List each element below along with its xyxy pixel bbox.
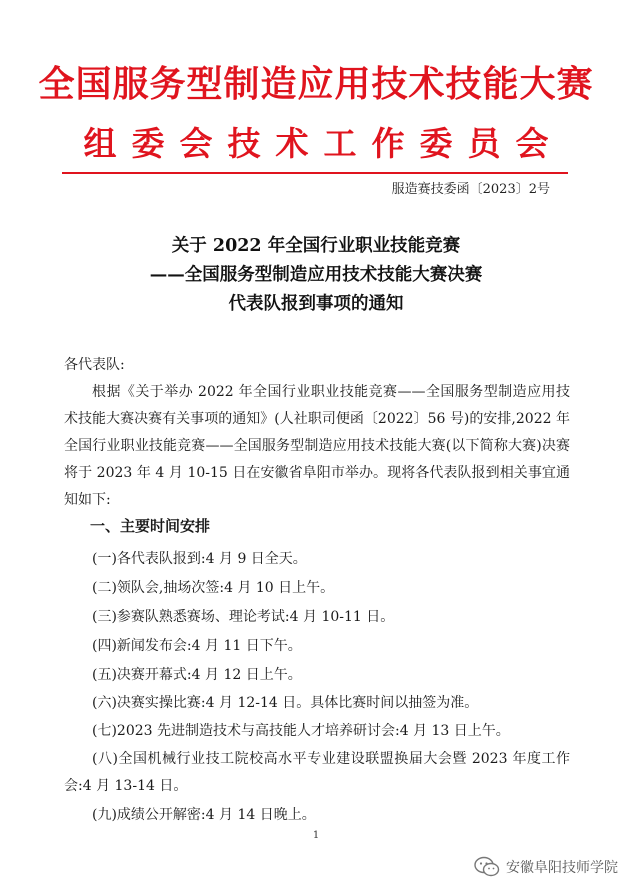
schedule-item: (六)决赛实操比赛:4 月 12-14 日。具体比赛时间以抽签为准。 bbox=[92, 695, 479, 711]
schedule-item: (五)决赛开幕式:4 月 12 日上午。 bbox=[92, 667, 302, 683]
schedule-item: (一)各代表队报到:4 月 9 日全天。 bbox=[92, 551, 307, 567]
page-number: 1 bbox=[312, 830, 320, 841]
document-number: 服造赛技委函〔2023〕2号 bbox=[391, 182, 550, 197]
red-header-rule bbox=[62, 172, 568, 174]
schedule-item: (七)2023 先进制造技术与高技能人才培养研讨会:4 月 13 日上午。 bbox=[92, 723, 510, 739]
watermark-text: 安徽阜阳技师学院 bbox=[506, 860, 618, 876]
issuer-name-line2: 组委会技术工作委员会 bbox=[83, 124, 564, 163]
intro-paragraph: 根据《关于举办 2022 年全国行业职业技能竞赛——全国服务型制造应用技术技能大赛决赛有关事项的通知》(人社职司便函〔2022〕56 号)的安排,2022 年全国行业职业技能竞赛——全国服务型制造应用技术技能大赛(以下简称大赛)决赛将于 2023 年 4 月 10-15 日在安徽省阜阳市举办。现将各代表队报到相关事宜通知如下: bbox=[64, 384, 570, 508]
schedule-item: (三)参赛队熟悉赛场、理论考试:4 月 10-11 日。 bbox=[92, 609, 395, 625]
schedule-item: (九)成绩公开解密:4 月 14 日晚上。 bbox=[92, 807, 316, 823]
section-heading-schedule: 一、主要时间安排 bbox=[90, 517, 211, 535]
wechat-icon bbox=[474, 856, 500, 878]
notice-title-line2: ——全国服务型制造应用技术技能大赛决赛 bbox=[149, 265, 483, 285]
schedule-item: (八)全国机械行业技工院校高水平专业建设联盟换届大会暨 2023 年度工作会:4 月 13-14 日。 bbox=[64, 751, 570, 794]
schedule-item: (二)领队会,抽场次签:4 月 10 日上午。 bbox=[92, 580, 335, 596]
notice-title-line1: 关于 2022 年全国行业职业技能竞赛 bbox=[171, 236, 461, 256]
salutation: 各代表队: bbox=[64, 357, 125, 373]
schedule-item: (四)新闻发布会:4 月 11 日下午。 bbox=[92, 638, 302, 654]
source-watermark bbox=[474, 853, 618, 881]
issuer-name-line1: 全国服务型制造应用技术技能大赛 bbox=[38, 63, 594, 105]
notice-title-line3: 代表队报到事项的通知 bbox=[228, 294, 404, 314]
